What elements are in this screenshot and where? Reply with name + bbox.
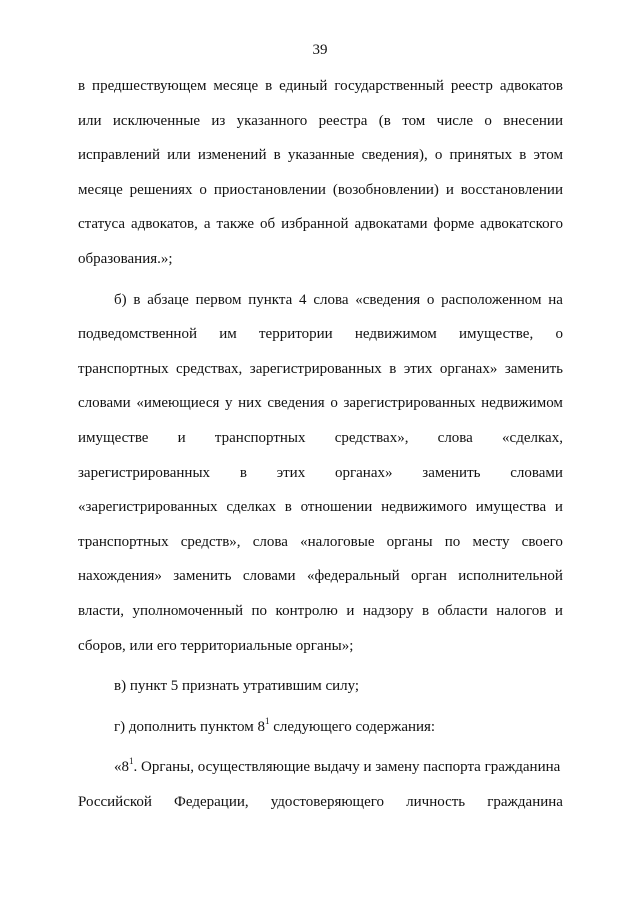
word: слова: [437, 429, 473, 446]
word: транспортных: [78, 360, 169, 377]
word: слова: [313, 291, 349, 308]
word: или: [167, 147, 191, 164]
word: государственный: [334, 78, 444, 94]
word: заменить: [422, 464, 481, 481]
word: слова: [252, 533, 288, 550]
word: адвокатов: [499, 78, 563, 94]
word: недвижимом: [354, 326, 437, 343]
text-segment: . Органы, осуществляющие выдачу и замену паспорта гражданина: [133, 759, 561, 776]
word: уполномоченный: [132, 602, 244, 619]
word: адвокатами: [354, 216, 428, 233]
word: своего: [521, 533, 563, 550]
word: месту: [472, 533, 510, 550]
word: расположенном: [441, 291, 542, 308]
word: и: [554, 602, 563, 619]
word: подведомственной: [78, 326, 197, 343]
text-line: [78, 566, 563, 601]
word: заменить: [504, 360, 563, 377]
word: «сведения: [355, 291, 421, 308]
text-line: [78, 214, 563, 249]
word: в: [389, 360, 397, 377]
text-segment: г) дополнить пунктом 8: [114, 718, 266, 735]
line-text: в) пункт 5 признать утратившим силу;: [114, 678, 360, 695]
word: органах»: [335, 464, 393, 481]
word: б): [114, 291, 127, 308]
word: сведения: [267, 395, 325, 412]
word: имуществе: [78, 429, 149, 446]
word: имущества: [475, 499, 547, 516]
word: избранной: [281, 216, 349, 233]
word: «сделках,: [502, 429, 563, 446]
word: удостоверяющего: [270, 793, 385, 810]
word: из: [211, 112, 226, 129]
word: в: [284, 499, 292, 516]
word: «зарегистрированных: [78, 499, 218, 516]
word: на: [548, 291, 563, 308]
word: у: [225, 395, 233, 412]
word: транспортных: [78, 533, 169, 550]
superscript: 1: [265, 715, 270, 726]
word: (возобновлении): [332, 181, 439, 198]
word: восстановлении: [460, 181, 563, 198]
text-line: [78, 792, 563, 827]
word: также: [216, 216, 255, 233]
word: в: [519, 147, 527, 164]
page-number: 39: [312, 42, 328, 58]
word: о: [434, 147, 443, 164]
word: надзору: [362, 602, 414, 619]
text-line: [78, 428, 563, 463]
word: решениях: [129, 181, 193, 198]
word: в: [265, 78, 273, 94]
text-line: [78, 393, 563, 428]
word: указанные: [287, 147, 355, 164]
word: и: [445, 181, 454, 198]
text-line: [78, 463, 563, 498]
text-segment: следующего содержания:: [269, 718, 436, 735]
word: 4: [299, 291, 307, 308]
word: личность: [406, 793, 466, 810]
word: о: [484, 112, 492, 129]
word: имуществе,: [458, 326, 534, 343]
word: указанного: [236, 112, 308, 129]
word: или: [78, 112, 102, 129]
superscript: 1: [129, 756, 134, 767]
word: реестра: [318, 112, 368, 129]
word: а: [203, 216, 211, 233]
word: органы: [386, 533, 433, 550]
word: сделках: [226, 499, 276, 516]
word: и: [177, 429, 186, 446]
document-body: [78, 76, 563, 826]
word: недвижимом: [481, 395, 563, 412]
word: исполнительной: [458, 568, 563, 585]
word: словами: [78, 395, 131, 412]
text-line: [78, 290, 563, 325]
word: им: [219, 326, 237, 343]
word: Российской: [78, 793, 152, 810]
text-line: [78, 249, 563, 284]
word: исправлений: [78, 147, 160, 164]
word: зарегистрированных: [78, 464, 211, 481]
word: средств»,: [180, 533, 241, 550]
text-line: [78, 180, 563, 215]
word: в: [78, 78, 86, 94]
word: (в: [378, 112, 391, 129]
word: в: [133, 291, 141, 308]
word: транспортных: [214, 429, 306, 446]
word: по: [444, 533, 461, 550]
word: приостановлении: [213, 181, 326, 198]
word: словами: [510, 464, 563, 481]
word: «налоговые: [300, 533, 375, 550]
word: принятых: [449, 147, 513, 164]
word: предшествующем: [92, 78, 207, 94]
line-text: сборов, или его территориальные органы»;: [78, 637, 354, 654]
text-line: [78, 359, 563, 394]
word: них: [238, 395, 262, 412]
text-line: [78, 76, 563, 111]
word: пункта: [248, 291, 293, 308]
text-line: [78, 497, 563, 532]
word: этих: [276, 464, 306, 481]
word: зарегистрированных: [343, 395, 476, 412]
word: в: [421, 602, 430, 619]
word: исключенные: [112, 112, 200, 129]
word: нахождения»: [78, 568, 162, 585]
word: территории: [259, 326, 333, 343]
line-text: [114, 717, 435, 752]
word: изменений: [197, 147, 267, 164]
text-line: [78, 601, 563, 636]
word: гражданина: [487, 793, 563, 810]
line-text: [114, 757, 560, 792]
word: единый: [279, 78, 328, 94]
word: о: [330, 395, 338, 412]
word: адвокатов,: [131, 216, 198, 233]
word: средствах,: [176, 360, 243, 377]
text-line: [78, 145, 563, 180]
text-line: [78, 757, 563, 792]
word: месяце: [213, 78, 259, 94]
word: в: [273, 147, 281, 164]
word: о: [555, 326, 563, 343]
word: в: [239, 464, 247, 481]
word: внесении: [503, 112, 563, 129]
word: адвокатского: [480, 216, 563, 233]
text-line: [78, 324, 563, 359]
word: первом: [195, 291, 242, 308]
word: месяце: [78, 181, 123, 198]
word: налогов: [496, 602, 547, 619]
line-text: образования.»;: [78, 250, 173, 267]
word: статуса: [78, 216, 126, 233]
word: отношении: [300, 499, 373, 516]
word: словами: [242, 568, 296, 585]
word: области: [437, 602, 488, 619]
text-line: [78, 676, 563, 711]
word: «имеющиеся: [136, 395, 220, 412]
word: о: [426, 291, 435, 308]
word: реестр: [450, 78, 493, 94]
word: органах»: [439, 360, 498, 377]
word: зарегистрированных: [249, 360, 382, 377]
word: том: [402, 112, 426, 129]
word: заменить: [173, 568, 232, 585]
word: этих: [403, 360, 433, 377]
word: недвижимого: [381, 499, 467, 516]
word: власти,: [78, 602, 125, 619]
word: и: [554, 499, 563, 516]
text-segment: «8: [114, 759, 129, 776]
word: этом: [533, 147, 563, 164]
word: Федерации,: [174, 793, 249, 810]
word: и: [346, 602, 355, 619]
word: форме: [433, 216, 475, 233]
word: о: [199, 181, 207, 198]
text-line: [78, 111, 563, 146]
text-line: [78, 532, 563, 567]
word: числе: [436, 112, 474, 129]
word: контролю: [275, 602, 338, 619]
word: сведения),: [361, 147, 428, 164]
word: абзаце: [147, 291, 189, 308]
word: средствах»,: [334, 429, 409, 446]
text-line: [78, 717, 563, 752]
word: «федеральный: [306, 568, 400, 585]
word: по: [251, 602, 268, 619]
word: орган: [411, 568, 447, 585]
text-line: [78, 636, 563, 671]
word: об: [260, 216, 276, 233]
